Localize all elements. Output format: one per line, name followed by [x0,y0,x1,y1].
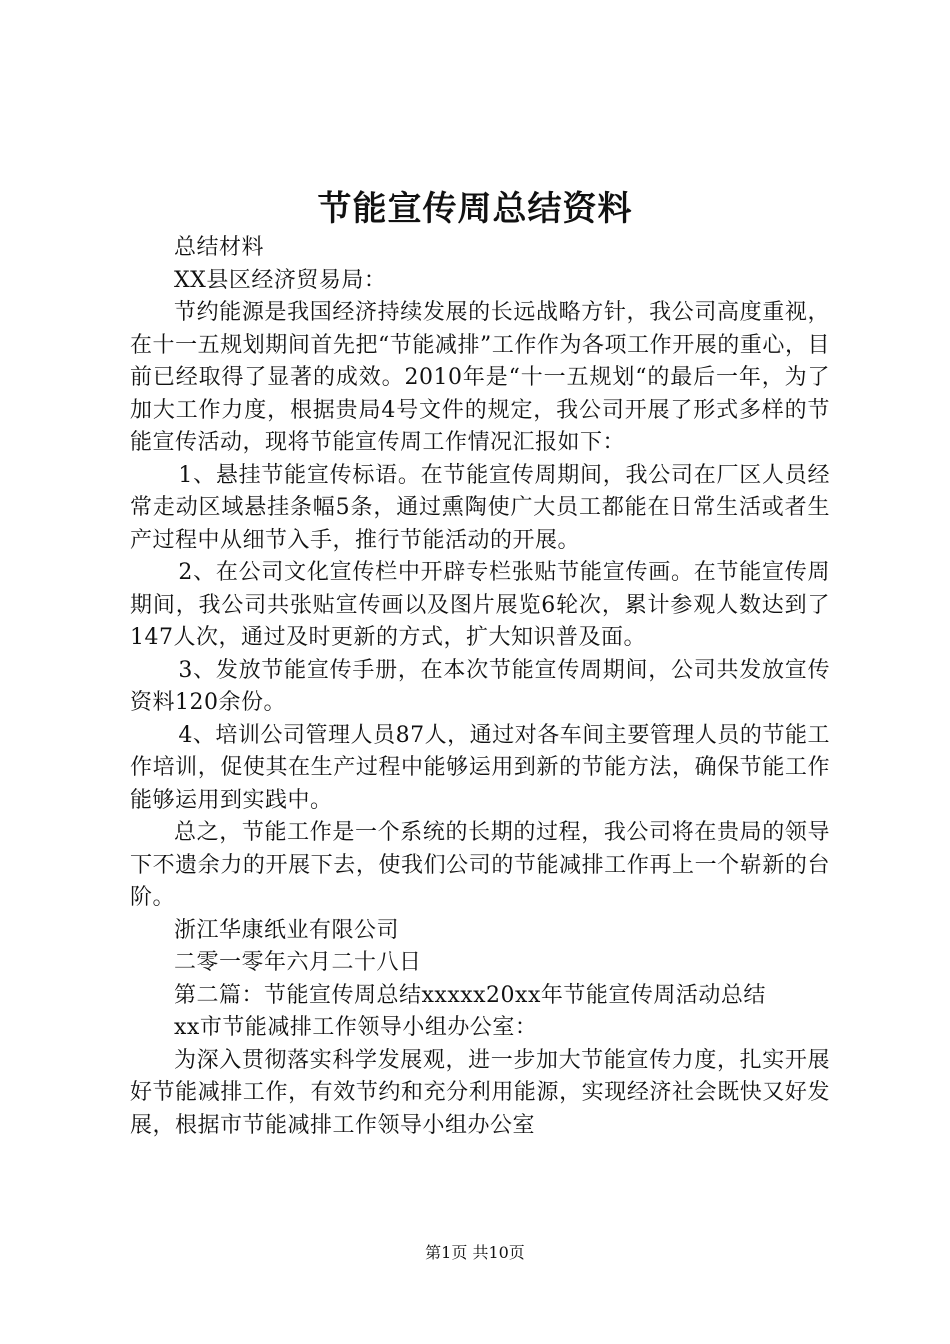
paragraph-item-4: 4、培训公司管理人员87人，通过对各车间主要管理人员的节能工作培训，促使其在生产过程中能够运用到新的节能方法，确保节能工作能够运用到实践中。 [130,722,830,813]
paragraph-second-intro: 为深入贯彻落实科学发展观，进一步加大节能宣传力度，扎实开展好节能减排工作，有效节约和充分利用能源，实现经济社会既快又好发展，根据市节能减排工作领导小组办公室 [130,1047,830,1138]
paragraph-second-addressee: xx市节能减排工作领导小组办公室： [174,1015,538,1040]
paragraph-company-signature: 浙江华康纸业有限公司 [174,917,400,943]
paragraph-intro: 节约能源是我国经济持续发展的长远战略方针，我公司高度重视，在十一五规划期间首先把“节能减排”工作作为各项工作开展的重心，目前已经取得了显著的成效。2010年是“十一五规划“的最后一年，为了加大工作力度，根据贵局4号文件的规定，我公司开展了形式多样的节能宣传活动，现将节能宣传周工作情况汇报如下： [130,300,830,455]
paragraph-heading: 总结材料 [174,235,265,260]
paragraph-item-2: 2、在公司文化宣传栏中开辟专栏张贴节能宣传画。在节能宣传周期间，我公司共张贴宣传画以及图片展览6轮次，累计参观人数达到了147人次，通过及时更新的方式，扩大知识普及面。 [130,560,830,650]
paragraph-conclusion: 总之，节能工作是一个系统的长期的过程，我公司将在贵局的领导下不遗余力的开展下去，使我们公司的节能减排工作再上一个崭新的台阶。 [130,820,830,910]
document-title: 节能宣传周总结资料 [317,189,633,229]
paragraph-second-article-heading: 第二篇：节能宣传周总结xxxxx20xx年节能宣传周活动总结 [174,982,766,1008]
paragraph-item-1: 1、悬挂节能宣传标语。在节能宣传周期间，我公司在厂区人员经常走动区域悬挂条幅5条，通过熏陶使广大员工都能在日常生活或者生产过程中从细节入手，推行节能活动的开展。 [130,462,830,553]
paragraph-date: 二零一零年六月二十八日 [174,950,422,975]
page-number-footer: 第1页 共10页 [425,1243,525,1262]
paragraph-addressee: XX县区经济贸易局： [174,267,387,293]
document-body [130,232,830,1142]
paragraph-item-3: 3、发放节能宣传手册，在本次节能宣传周期间，公司共发放宣传资料120余份。 [130,657,830,715]
